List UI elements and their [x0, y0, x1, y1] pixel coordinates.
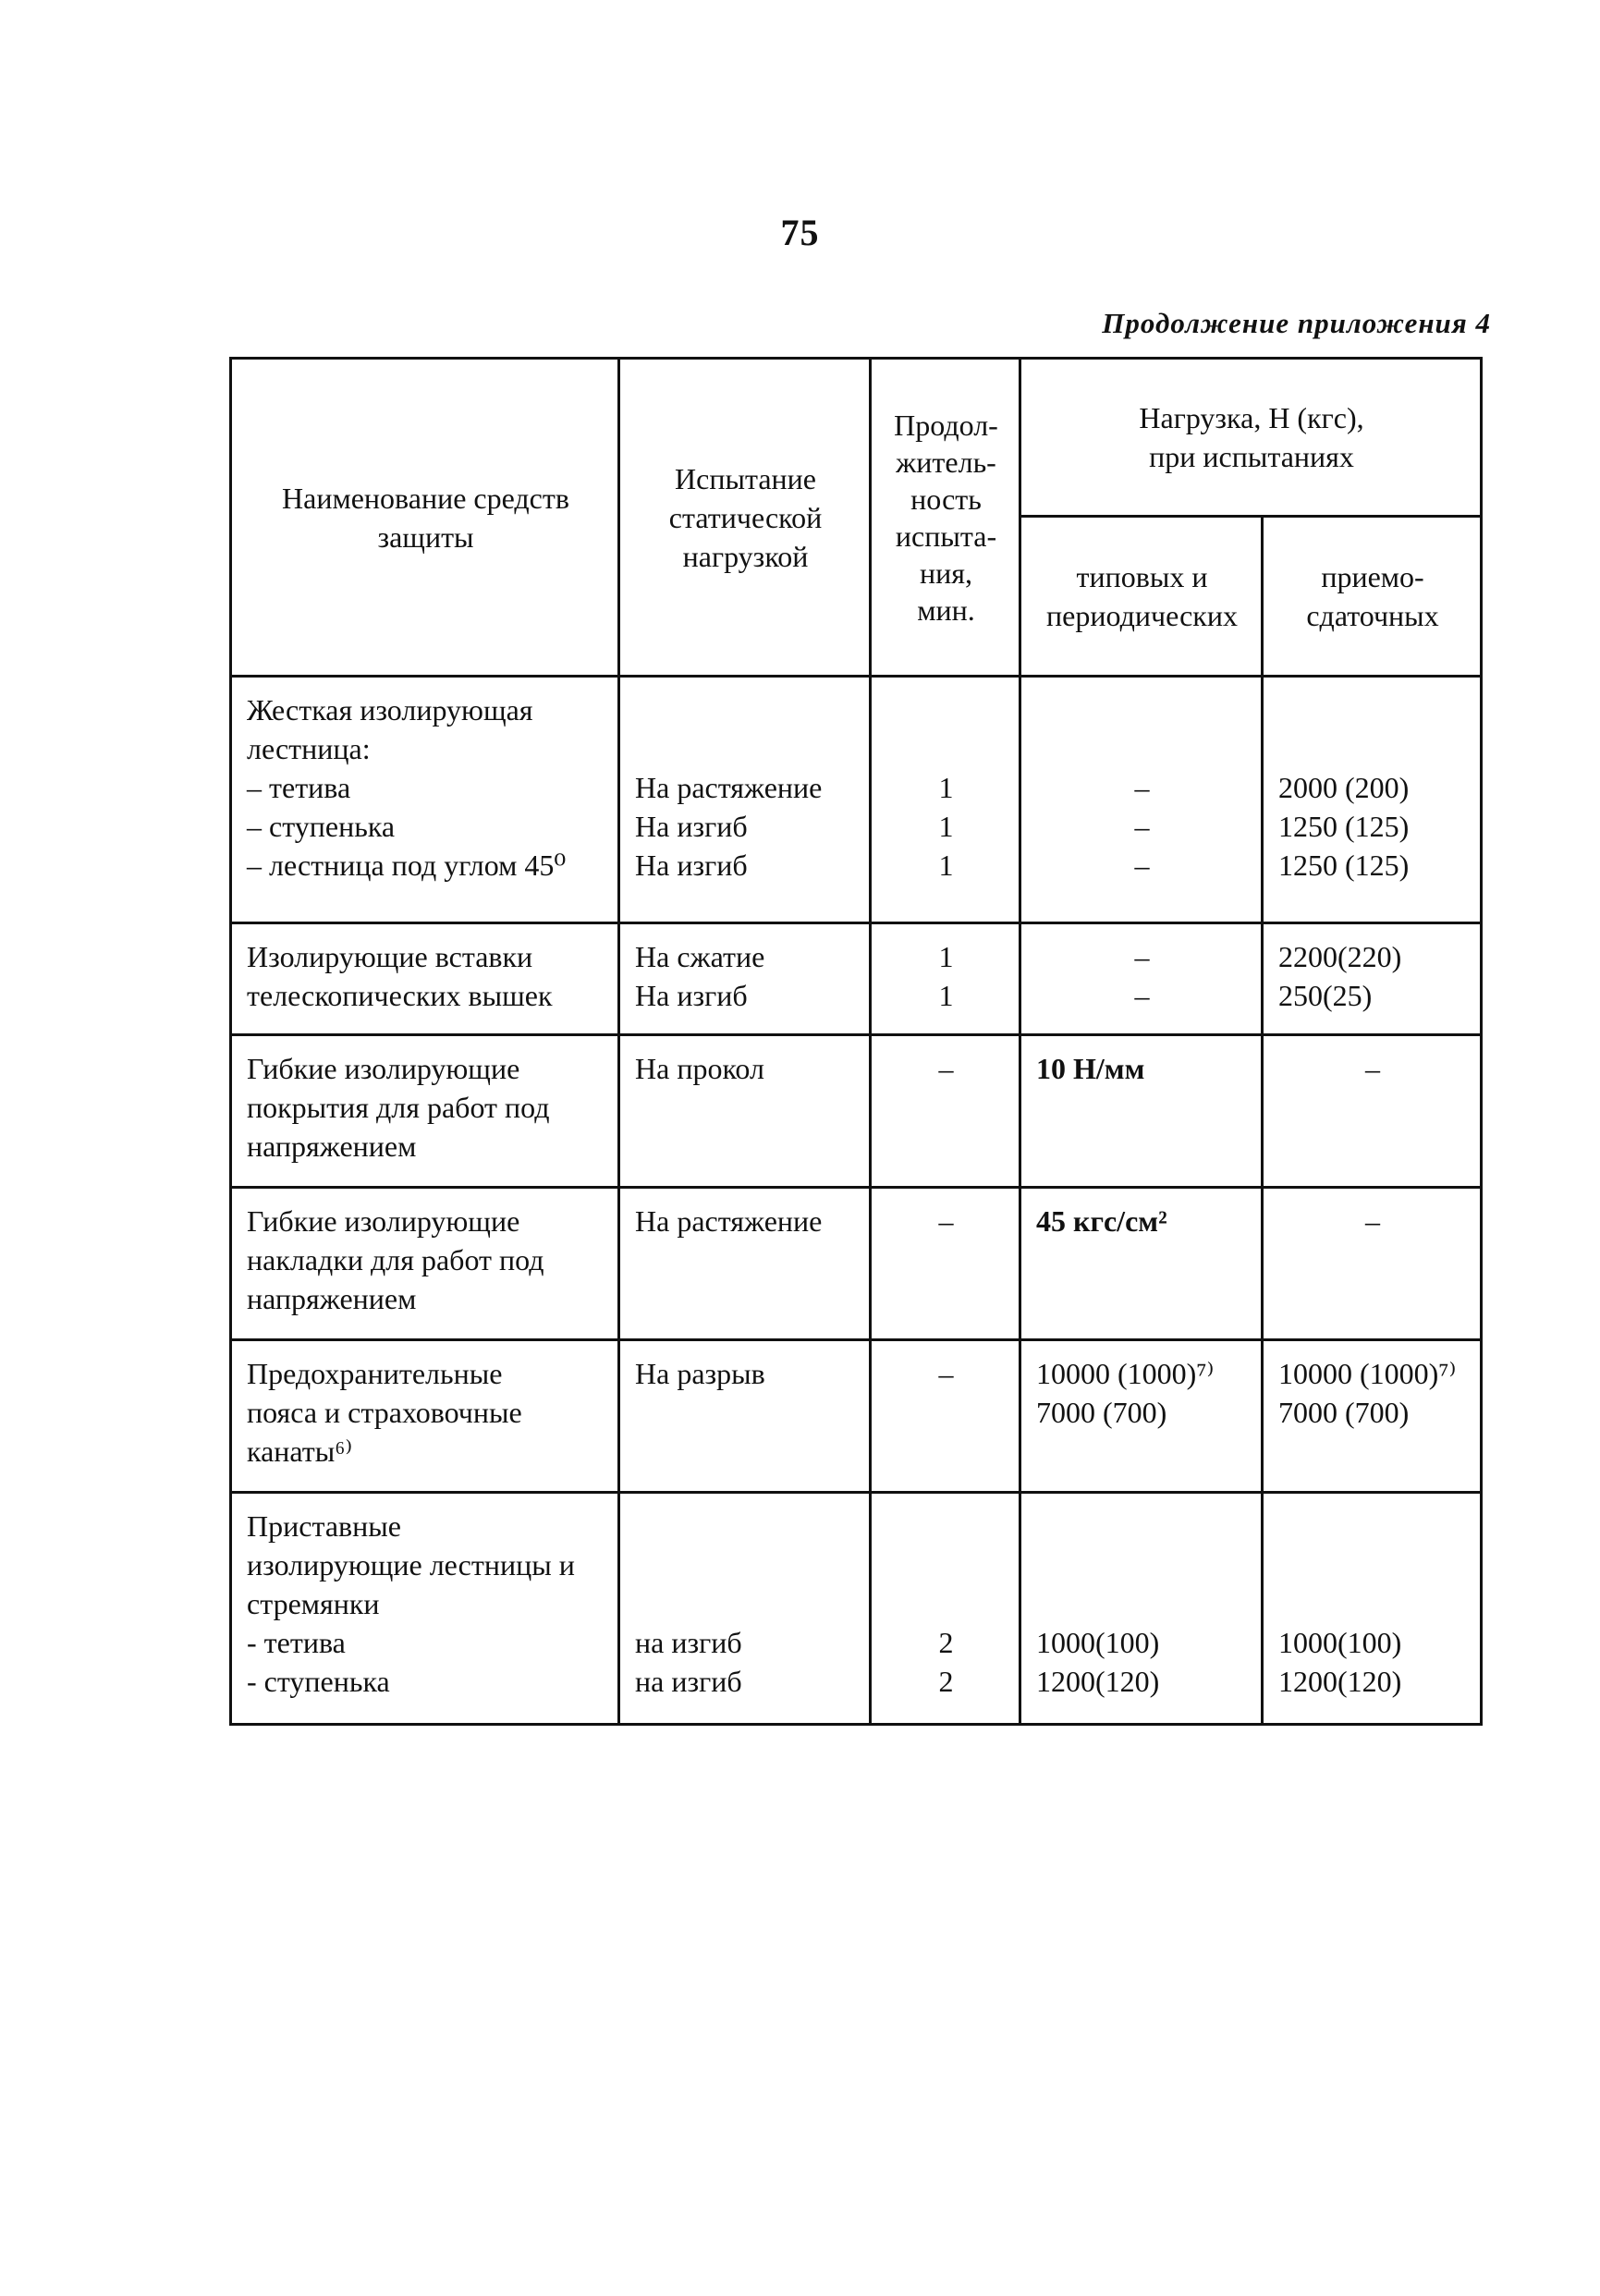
cell-acceptance: – — [1263, 1188, 1482, 1340]
table-row — [231, 1340, 1482, 1493]
table-row — [231, 923, 1482, 1035]
cell-acceptance: 10000 (1000)⁷⁾ 7000 (700) — [1263, 1340, 1482, 1493]
continuation-label: Продолжение приложения 4 — [1102, 307, 1491, 339]
table-row — [231, 1188, 1482, 1340]
header-test: Испытание статической нагрузкой — [619, 359, 871, 677]
cell-duration: – — [871, 1188, 1020, 1340]
cell-duration: – — [871, 1340, 1020, 1493]
cell-typical: – – – — [1020, 677, 1263, 923]
cell-test: На разрыв — [619, 1340, 871, 1493]
cell-typical: 10 Н/мм — [1020, 1035, 1263, 1188]
cell-acceptance: 1000(100) 1200(120) — [1263, 1493, 1482, 1725]
header-name: Наименование средств защиты — [231, 359, 619, 677]
cell-duration: 2 2 — [871, 1493, 1020, 1725]
cell-test: На сжатие На изгиб — [619, 923, 871, 1035]
cell-typical: 10000 (1000)⁷⁾ 7000 (700) — [1020, 1340, 1263, 1493]
table-row — [231, 1035, 1482, 1188]
header-duration: Продол- житель- ность испыта- ния, мин. — [871, 359, 1020, 677]
header-load: Нагрузка, Н (кгс), при испытаниях — [1020, 359, 1482, 517]
cell-name: Приставные изолирующие лестницы и стремянки - тетива - ступенька — [231, 1493, 619, 1725]
cell-test: На прокол — [619, 1035, 871, 1188]
cell-test: на изгиб на изгиб — [619, 1493, 871, 1725]
cell-typical: 45 кгс/см² — [1020, 1188, 1263, 1340]
cell-typical: 1000(100) 1200(120) — [1020, 1493, 1263, 1725]
cell-acceptance: 2200(220) 250(25) — [1263, 923, 1482, 1035]
cell-duration: – — [871, 1035, 1020, 1188]
cell-duration: 1 1 — [871, 923, 1020, 1035]
cell-acceptance: 2000 (200) 1250 (125) 1250 (125) — [1263, 677, 1482, 923]
table-row — [231, 1493, 1482, 1725]
specs-table — [229, 357, 1483, 1726]
cell-duration: 1 1 1 — [871, 677, 1020, 923]
cell-acceptance: – — [1263, 1035, 1482, 1188]
header-load-acceptance: приемо- сдаточных — [1263, 517, 1482, 677]
cell-name: Гибкие изолирующие накладки для работ под напряжением — [231, 1188, 619, 1340]
cell-name: Предохранительные пояса и страховочные канаты⁶⁾ — [231, 1340, 619, 1493]
cell-typical: – – — [1020, 923, 1263, 1035]
cell-test: На растяжение — [619, 1188, 871, 1340]
cell-name: Гибкие изолирующие покрытия для работ под напряжением — [231, 1035, 619, 1188]
table-row — [231, 677, 1482, 923]
cell-test: На растяжение На изгиб На изгиб — [619, 677, 871, 923]
page-number: 75 — [780, 212, 820, 253]
cell-name: Изолирующие вставки телескопических вышек — [231, 923, 619, 1035]
header-load-typical: типовых и периодических — [1020, 517, 1263, 677]
cell-name: Жесткая изолирующая лестница: – тетива – ступенька – лестница под углом 45⁰ — [231, 677, 619, 923]
